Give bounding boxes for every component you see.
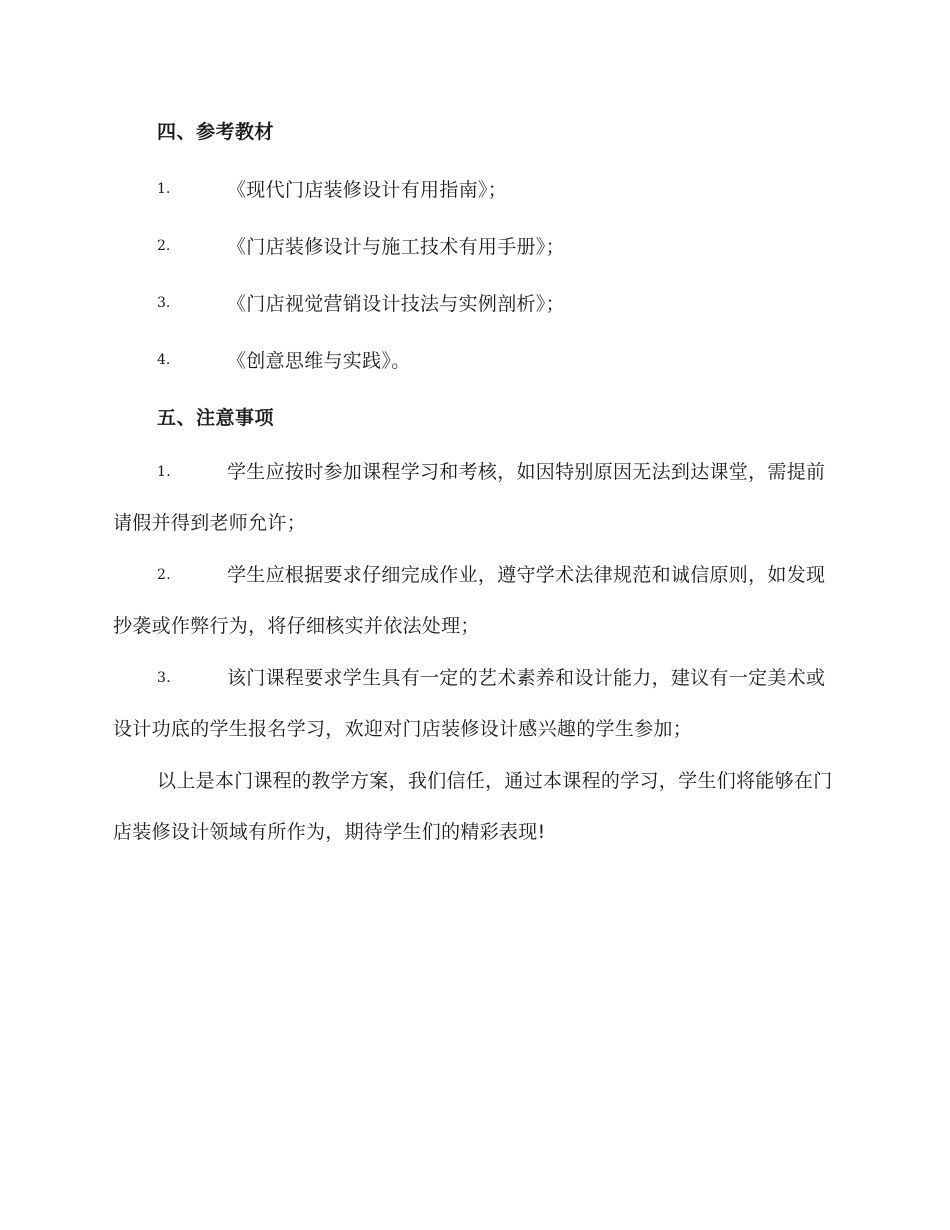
reference-item: [157, 346, 411, 373]
list-number: 3.: [157, 294, 171, 311]
section-heading-notes: 五、注意事项: [157, 407, 275, 429]
note-paragraph: [113, 653, 835, 755]
note-text: 学生应根据要求仔细完成作业，遵守学术法律规范和诚信原则，如发现抄袭或作弊行为，将仔细核实并依法处理；: [113, 564, 826, 637]
reference-text: 《现代门店装修设计有用指南》；: [227, 179, 508, 201]
note-text: 学生应按时参加课程学习和考核，如因特别原因无法到达课堂，需提前请假并得到老师允许；: [113, 461, 826, 534]
reference-item: [157, 289, 565, 316]
list-number: 4.: [157, 351, 171, 368]
closing-paragraph: [113, 756, 835, 858]
note-text: 该门课程要求学生具有一定的艺术素养和设计能力，建议有一定美术或设计功底的学生报名学习，欢迎对门店装修设计感兴趣的学生参加；: [113, 667, 826, 740]
reference-text: 《门店装修设计与施工技术有用手册》；: [227, 236, 565, 258]
reference-text: 《创意思维与实践》。: [227, 350, 411, 372]
reference-text: 《门店视觉营销设计技法与实例剖析》；: [227, 293, 565, 315]
note-paragraph: [113, 447, 835, 549]
list-number: 2.: [157, 237, 171, 254]
list-number: 3.: [157, 670, 171, 686]
list-number: 2.: [157, 567, 171, 583]
reference-item: [157, 232, 565, 259]
note-paragraph: [113, 550, 835, 652]
reference-item: [157, 175, 507, 202]
section-heading-references: 四、参考教材: [157, 121, 275, 143]
list-number: 1.: [157, 464, 171, 480]
closing-text: 以上是本门课程的教学方案，我们信任，通过本课程的学习，学生们将能够在门店装修设计领域有所作为，期待学生们的精彩表现!: [113, 770, 833, 843]
list-number: 1.: [157, 180, 171, 197]
